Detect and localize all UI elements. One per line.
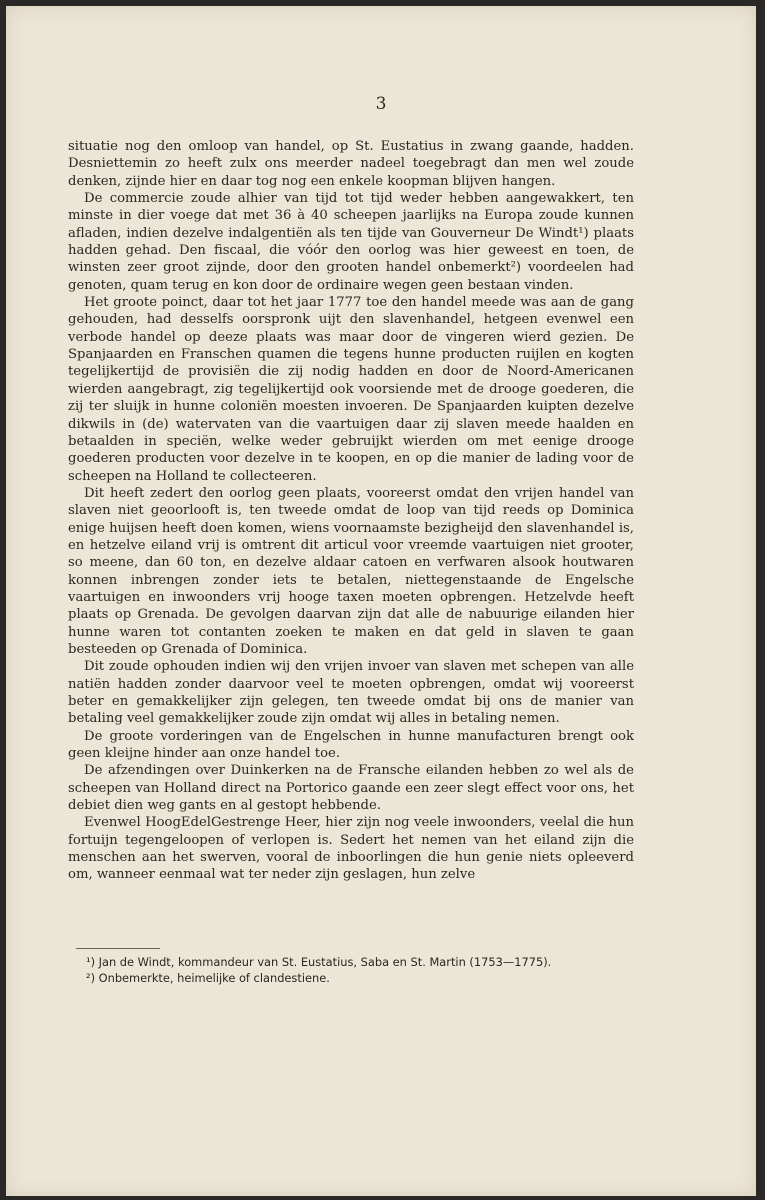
document-page [6, 6, 756, 1196]
paragraph-1: situatie nog den omloop van handel, op St. Eustatius in zwang gaande, hadden. Desniettemin zo heeft zulx ons meerder nadeel toegebragt dan men wel zoude denken, zijnde hier en daar tog nog een enkele koopman blijven hangen. [68, 139, 634, 189]
footnote-2: ²) Onbemerkte, heimelijke of clandestiene. [86, 971, 330, 985]
paragraph-3: Het groote poinct, daar tot het jaar 1777 toe den handel meede was aan de gang gehouden, had desselfs oorspronk uijt den slavenhandel, hetgeen evenwel een verbode handel op deeze plaats was maar door de vingeren wierd gezien. De Spanjaarden en Franschen quamen die tegens hunne producten ruijlen en kogten tegelijkertijd de provisiën die zij nodig hadden en door de Noord-Americanen wierden aangebragt, zig tegelijkertijd ook voorsiende met de drooge goederen, die zij ter sluijk in hunne coloniën moesten invoeren. De Spanjaarden kuipten dezelve dikwils in (de) watervaten van die vaartuigen daar zij slaven meede haalden en betaalden in speciën, welke weder gebruijkt wierden om met eenige drooge goederen producten voor dezelve in te koopen, en op die manier de lading voor de scheepen na Holland te collecteeren. [68, 295, 634, 484]
paragraph-7: De afzendingen over Duinkerken na de Fransche eilanden hebben zo wel als de scheepen van Holland direct na Portorico gaande een zeer slegt effect voor ons, het debiet dien weg gants en al gestopt hebbende. [68, 763, 634, 814]
paragraph-8: Evenwel HoogEdelGestrenge Heer, hier zijn nog veele inwoonders, veelal die hun fortuijn tegengeloopen of verlopen is. Sedert het nemen van het eiland zijn die menschen aan het swerven, vooral de inboorlingen die hun genie niets opleeverd om, wanneer eenmaal wat ter neder zijn geslagen, hun zelve [68, 815, 634, 883]
paragraph-2: De commercie zoude alhier van tijd tot tijd weder hebben aangewakkert, ten minste in dier voege dat met 36 à 40 scheepen jaarlijks na Europa zoude kunnen afladen, indien dezelve indalgentiën als ten tijde van Gouverneur De Windt¹) plaats hadden gehad. Den fiscaal, die vóór den oorlog was hier geweest en toen, de winsten zeer groot zijnde, door den grooten handel onbemerkt²) voordeelen had genoten, quam terug en kon door de ordinaire wegen geen bestaan vinden. [68, 191, 634, 293]
paragraph-5: Dit zoude ophouden indien wij den vrijen invoer van slaven met schepen van alle natiën hadden zonder daarvoor veel te moeten opbrengen, omdat wij vooreerst beter en gemakkelijker zijn gelegen, ten tweede omdat bij ons de manier van betaling veel gemakkelijker zoude zijn omdat wij alles in betaling nemen. [68, 659, 634, 727]
page-number: 3 [375, 94, 387, 114]
body-text [68, 138, 634, 884]
paragraph-6: De groote vorderingen van de Engelschen in hunne manufacturen brengt ook geen kleijne hinder aan onze handel toe. [68, 728, 634, 762]
footnotes [86, 954, 626, 986]
footnote-separator [76, 948, 160, 949]
paragraph-4: Dit heeft zedert den oorlog geen plaats, vooreerst omdat den vrijen handel van slaven niet geoorlooft is, ten tweede omdat de loop van tijd reeds op Dominica enige huijsen heeft doen komen, wiens voornaamste bezigheijd den slavenhandel is, en hetzelve eiland vrij is omtrent dit articul voor vreemde vaartuigen niet grooter, so meene, dan 60 ton, en dezelve aldaar catoen en verfwaren alsook houtwaren konnen inbrengen zonder iets te betalen, niettegenstaande de Engelsche vaartuigen en inwoonders vrij hooge taxen moeten opbrengen. Hetzelvde heeft plaats op Grenada. De gevolgen daarvan zijn dat alle de nabuurige eilanden hier hunne waren tot contanten zoeken te maken en dat geld in slaven te gaan besteeden op Grenada of Dominica. [68, 485, 634, 657]
footnote-1: ¹) Jan de Windt, kommandeur van St. Eustatius, Saba en St. Martin (1753—1775). [86, 955, 552, 969]
